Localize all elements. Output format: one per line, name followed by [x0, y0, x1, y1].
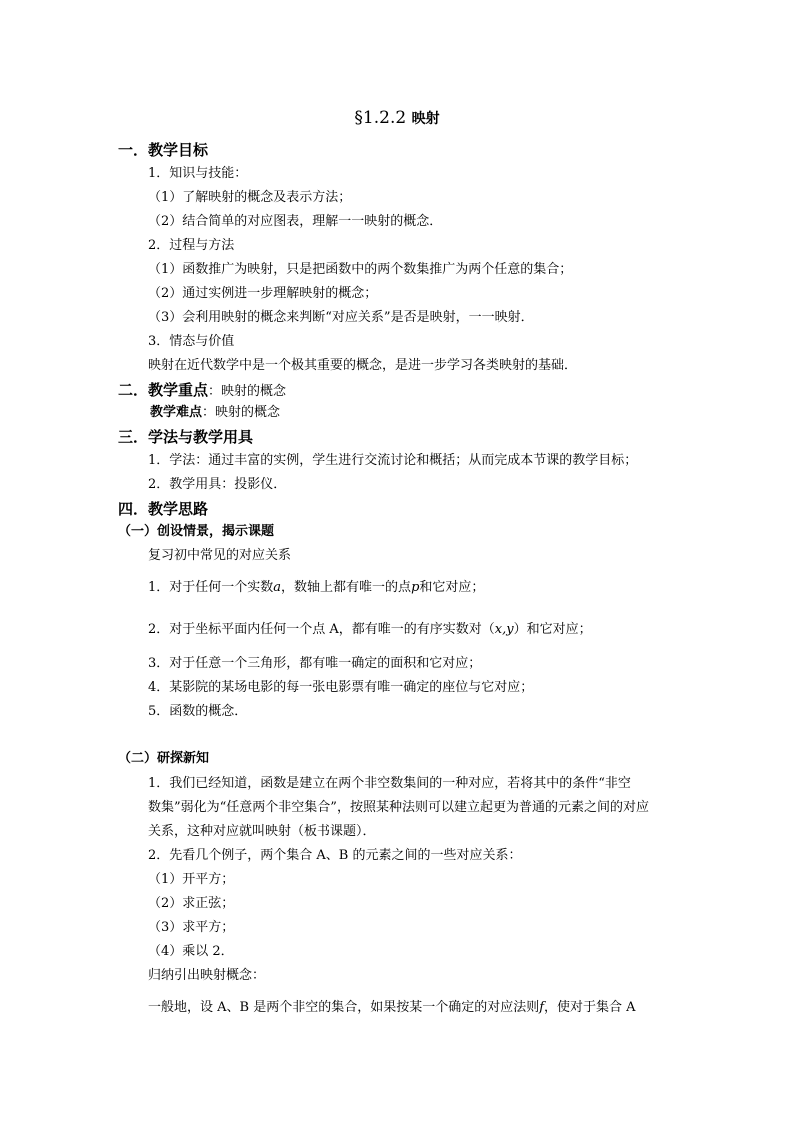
example-1: （1）开平方； — [148, 872, 235, 887]
key-point-text: ：映射的概念 — [208, 384, 287, 399]
var-a: a — [273, 580, 282, 595]
summary-line: 归纳引出映射概念： — [148, 968, 266, 983]
review-item-4: 4．某影院的某场电影的每一张电影票有唯一确定的座位与它对应； — [148, 680, 534, 695]
part-1-heading: （一）创设情景，揭示课题 — [118, 524, 275, 539]
paragraph-1-line-2: 数集”弱化为“任意两个非空集合”，按照某种法则可以建立起更为普通的元素之间的对应 — [148, 800, 649, 815]
section-number: §1.2.2 — [354, 108, 407, 128]
page-title — [0, 108, 794, 129]
var-f: f — [539, 1000, 545, 1015]
review-item-2: 2．对于坐标平面内任何一个点 A，都有唯一的有序实数对（x,y）和它对应； — [148, 622, 592, 637]
part-2-heading: （二）研探新知 — [118, 751, 210, 766]
goal-item-1a: （1）了解映射的概念及表示方法； — [148, 190, 352, 205]
section-2-line — [118, 381, 286, 400]
section-1-heading: 一．教学目标 — [118, 141, 209, 159]
difficulty-text: ：映射的概念 — [202, 405, 281, 420]
goal-item-1: 1．知识与技能： — [148, 166, 248, 181]
definition-line: 一般地，设 A、B 是两个非空的集合，如果按某一个确定的对应法则f，使对于集合 A — [148, 1000, 636, 1015]
var-p: p — [411, 580, 420, 595]
difficulty-line — [150, 405, 280, 421]
goal-item-2c: （3）会利用映射的概念来判断“对应关系”是否是映射，一一映射． — [148, 310, 534, 325]
goal-item-1b: （2）结合简单的对应图表，理解一一映射的概念． — [148, 214, 443, 229]
method-item-1: 1．学法：通过丰富的实例，学生进行交流讨论和概括；从而完成本节课的教学目标； — [148, 453, 638, 468]
goal-item-2b: （2）通过实例进一步理解映射的概念； — [148, 286, 378, 301]
section-name: 映射 — [411, 111, 440, 127]
section-4-heading: 四．教学思路 — [118, 500, 209, 518]
goal-item-2a: （1）函数推广为映射，只是把函数中的两个数集推广为两个任意的集合； — [148, 262, 573, 277]
example-3: （3）求平方； — [148, 920, 235, 935]
goal-item-3: 3．情态与价值 — [148, 334, 235, 349]
paragraph-1-line-1: 1．我们已经知道，函数是建立在两个非空数集间的一种对应，若将其中的条件“非空 — [148, 776, 631, 791]
var-xy: x,y — [494, 622, 514, 637]
example-2: （2）求正弦； — [148, 896, 235, 911]
paragraph-1-line-3: 关系，这种对应就叫映射（板书课题）． — [148, 824, 376, 839]
example-4: （4）乘以 2． — [148, 944, 234, 959]
difficulty-heading: 教学难点 — [150, 405, 203, 420]
review-item-3: 3．对于任意一个三角形，都有唯一确定的面积和它对应； — [148, 656, 482, 671]
example-intro: 2．先看几个例子，两个集合 A、B 的元素之间的一些对应关系： — [148, 848, 522, 863]
goal-item-3a: 映射在近代数学中是一个极其重要的概念，是进一步学习各类映射的基础． — [148, 358, 578, 373]
goal-item-2: 2．过程与方法 — [148, 238, 235, 253]
review-intro: 复习初中常见的对应关系 — [148, 548, 292, 563]
section-3-heading: 三．学法与教学用具 — [118, 428, 254, 446]
review-item-1: 1．对于任何一个实数a，数轴上都有唯一的点p和它对应； — [148, 580, 485, 595]
review-item-5: 5．函数的概念． — [148, 704, 248, 719]
section-2-heading: 二．教学重点 — [118, 381, 209, 399]
method-item-2: 2．教学用具：投影仪． — [148, 477, 287, 492]
